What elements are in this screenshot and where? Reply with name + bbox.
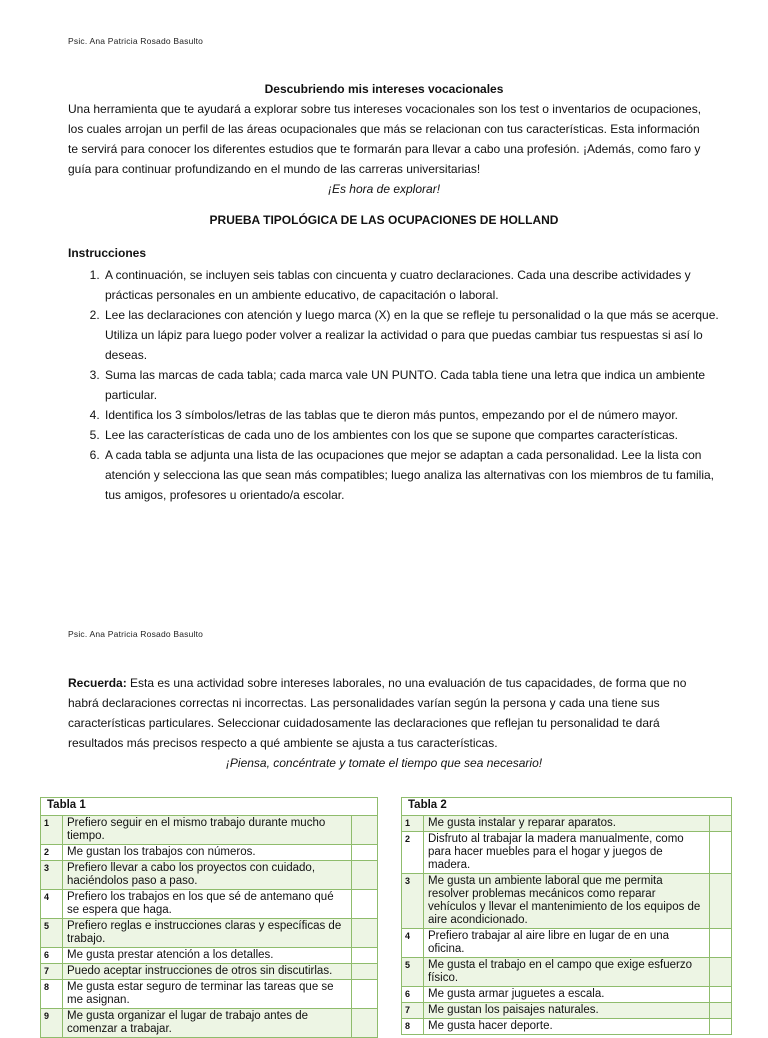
row-statement: Me gusta prestar atención a los detalles. <box>63 948 352 964</box>
table-row <box>41 890 378 919</box>
table-row <box>41 861 378 890</box>
table-2 <box>401 797 732 1035</box>
instruction-item: 3. Suma las marcas de cada tabla; cada marca vale UN PUNTO. Cada tabla tiene una letra que indica un ambiente particular. <box>103 365 723 405</box>
instruction-item: 6. A cada tabla se adjunta una lista de las ocupaciones que mejor se adaptan a cada personalidad. Lee la lista con atención y selecciona las que sean más compatibles; luego analiza las alternativas con los miembros de tu familia, tus amigos, profesores u orientado/a escolar. <box>103 445 723 505</box>
row-statement: Prefiero seguir en el mismo trabajo durante mucho tiempo. <box>63 816 352 845</box>
mark-cell[interactable] <box>709 1003 731 1019</box>
mark-cell[interactable] <box>709 874 731 929</box>
reminder-label: Recuerda: <box>68 676 127 690</box>
row-number: 6 <box>402 987 424 1003</box>
row-number: 5 <box>41 919 63 948</box>
table-row <box>402 929 732 958</box>
row-number: 8 <box>41 980 63 1009</box>
explore-line: ¡Es hora de explorar! <box>327 182 441 196</box>
mark-cell[interactable] <box>351 919 377 948</box>
mark-cell[interactable] <box>709 929 731 958</box>
row-number: 7 <box>402 1003 424 1019</box>
table-row <box>41 964 378 980</box>
table-1-title: Tabla 1 <box>41 798 378 816</box>
test-title: PRUEBA TIPOLÓGICA DE LAS OCUPACIONES DE HOLLAND <box>209 213 559 227</box>
row-statement: Me gusta el trabajo en el campo que exige esfuerzo físico. <box>424 958 710 987</box>
row-statement: Prefiero reglas e instrucciones claras y específicas de trabajo. <box>63 919 352 948</box>
row-number: 2 <box>402 832 424 874</box>
think-line: ¡Piensa, concéntrate y tomate el tiempo que sea necesario! <box>225 756 543 770</box>
row-statement: Me gusta un ambiente laboral que me permita resolver problemas mecánicos como reparar vehículos y llevar el mantenimiento de los equipos de aire acondicionado. <box>424 874 710 929</box>
mark-cell[interactable] <box>351 890 377 919</box>
row-statement: Me gusta instalar y reparar aparatos. <box>424 816 710 832</box>
row-number: 1 <box>402 816 424 832</box>
row-number: 5 <box>402 958 424 987</box>
mark-cell[interactable] <box>351 816 377 845</box>
author-header: Psic. Ana Patricia Rosado Basulto <box>68 36 204 46</box>
row-number: 4 <box>41 890 63 919</box>
mark-cell[interactable] <box>709 1019 731 1035</box>
mark-cell[interactable] <box>351 845 377 861</box>
table-row <box>41 816 378 845</box>
row-statement: Me gusta estar seguro de terminar las tareas que se me asignan. <box>63 980 352 1009</box>
table-row <box>402 987 732 1003</box>
row-number: 9 <box>41 1009 63 1038</box>
author-header-page2: Psic. Ana Patricia Rosado Basulto <box>68 629 204 639</box>
table-row <box>41 1009 378 1038</box>
row-number: 3 <box>41 861 63 890</box>
row-number: 4 <box>402 929 424 958</box>
mark-cell[interactable] <box>351 964 377 980</box>
intro-paragraph: Una herramienta que te ayudará a explorar sobre tus intereses vocacionales son los test o inventarios de ocupaciones, los cuales arrojan un perfil de las áreas ocupacionales que más se relacionan con tus características. Esta información te servirá para conocer los diferentes estudios que te formarán para llevar a cabo una profesión. ¡Además, como faro y guía para continuar profundizando en el mundo de las carreras universitarias! <box>68 102 702 176</box>
mark-cell[interactable] <box>709 816 731 832</box>
row-statement: Me gustan los paisajes naturales. <box>424 1003 710 1019</box>
row-statement: Me gusta armar juguetes a escala. <box>424 987 710 1003</box>
mark-cell[interactable] <box>709 987 731 1003</box>
instruction-item: 1. A continuación, se incluyen seis tablas con cincuenta y cuatro declaraciones. Cada una describe actividades y prácticas personales en un ambiente educativo, de capacitación o laboral. <box>103 265 723 305</box>
row-statement: Prefiero trabajar al aire libre en lugar de en una oficina. <box>424 929 710 958</box>
table-row <box>41 845 378 861</box>
instruction-item: 2. Lee las declaraciones con atención y luego marca (X) en la que se refleje tu personalidad o la que más se acerque. Utiliza un lápiz para luego poder volver a realizar la actividad o para que puedas cambiar tus respuestas si así lo deseas. <box>103 305 723 365</box>
mark-cell[interactable] <box>709 958 731 987</box>
instruction-item: 5. Lee las características de cada uno de los ambientes con los que se supone que compartes características. <box>103 425 723 445</box>
instructions-heading: Instrucciones <box>68 246 147 260</box>
table-row <box>402 1003 732 1019</box>
row-statement: Me gustan los trabajos con números. <box>63 845 352 861</box>
row-statement: Prefiero llevar a cabo los proyectos con cuidado, haciéndolos paso a paso. <box>63 861 352 890</box>
table-row <box>402 958 732 987</box>
reminder-text: Esta es una actividad sobre intereses laborales, no una evaluación de tus capacidades, de forma que no habrá declaraciones correctas ni incorrectas. Las personalidades varían según la persona y cada una tiene sus características particulares. Seleccionar cuidadosamente las declaraciones que reflejan tu personalidad te dará resultados más precisos respecto a qué ambiente se ajusta a tus características. <box>68 676 687 750</box>
table-row <box>402 816 732 832</box>
row-number: 2 <box>41 845 63 861</box>
instructions-list <box>68 265 723 505</box>
row-statement: Me gusta hacer deporte. <box>424 1019 710 1035</box>
table-row <box>402 874 732 929</box>
row-number: 7 <box>41 964 63 980</box>
mark-cell[interactable] <box>351 980 377 1009</box>
table-2-title: Tabla 2 <box>402 798 732 816</box>
row-number: 6 <box>41 948 63 964</box>
row-statement: Me gusta organizar el lugar de trabajo antes de comenzar a trabajar. <box>63 1009 352 1038</box>
table-row <box>402 832 732 874</box>
table-row <box>41 919 378 948</box>
table-row <box>402 1019 732 1035</box>
mark-cell[interactable] <box>709 832 731 874</box>
document-title: Descubriendo mis intereses vocacionales <box>264 82 504 96</box>
row-number: 3 <box>402 874 424 929</box>
instruction-item: 4. Identifica los 3 símbolos/letras de las tablas que te dieron más puntos, empezando por el de número mayor. <box>103 405 723 425</box>
row-statement: Disfruto al trabajar la madera manualmente, como para hacer muebles para el hogar y juegos de madera. <box>424 832 710 874</box>
reminder-paragraph <box>68 673 708 753</box>
row-statement: Puedo aceptar instrucciones de otros sin discutirlas. <box>63 964 352 980</box>
row-number: 1 <box>41 816 63 845</box>
row-number: 8 <box>402 1019 424 1035</box>
row-statement: Prefiero los trabajos en los que sé de antemano qué se espera que haga. <box>63 890 352 919</box>
mark-cell[interactable] <box>351 861 377 890</box>
table-row <box>41 980 378 1009</box>
table-row <box>41 948 378 964</box>
mark-cell[interactable] <box>351 1009 377 1038</box>
table-1 <box>40 797 378 1038</box>
mark-cell[interactable] <box>351 948 377 964</box>
